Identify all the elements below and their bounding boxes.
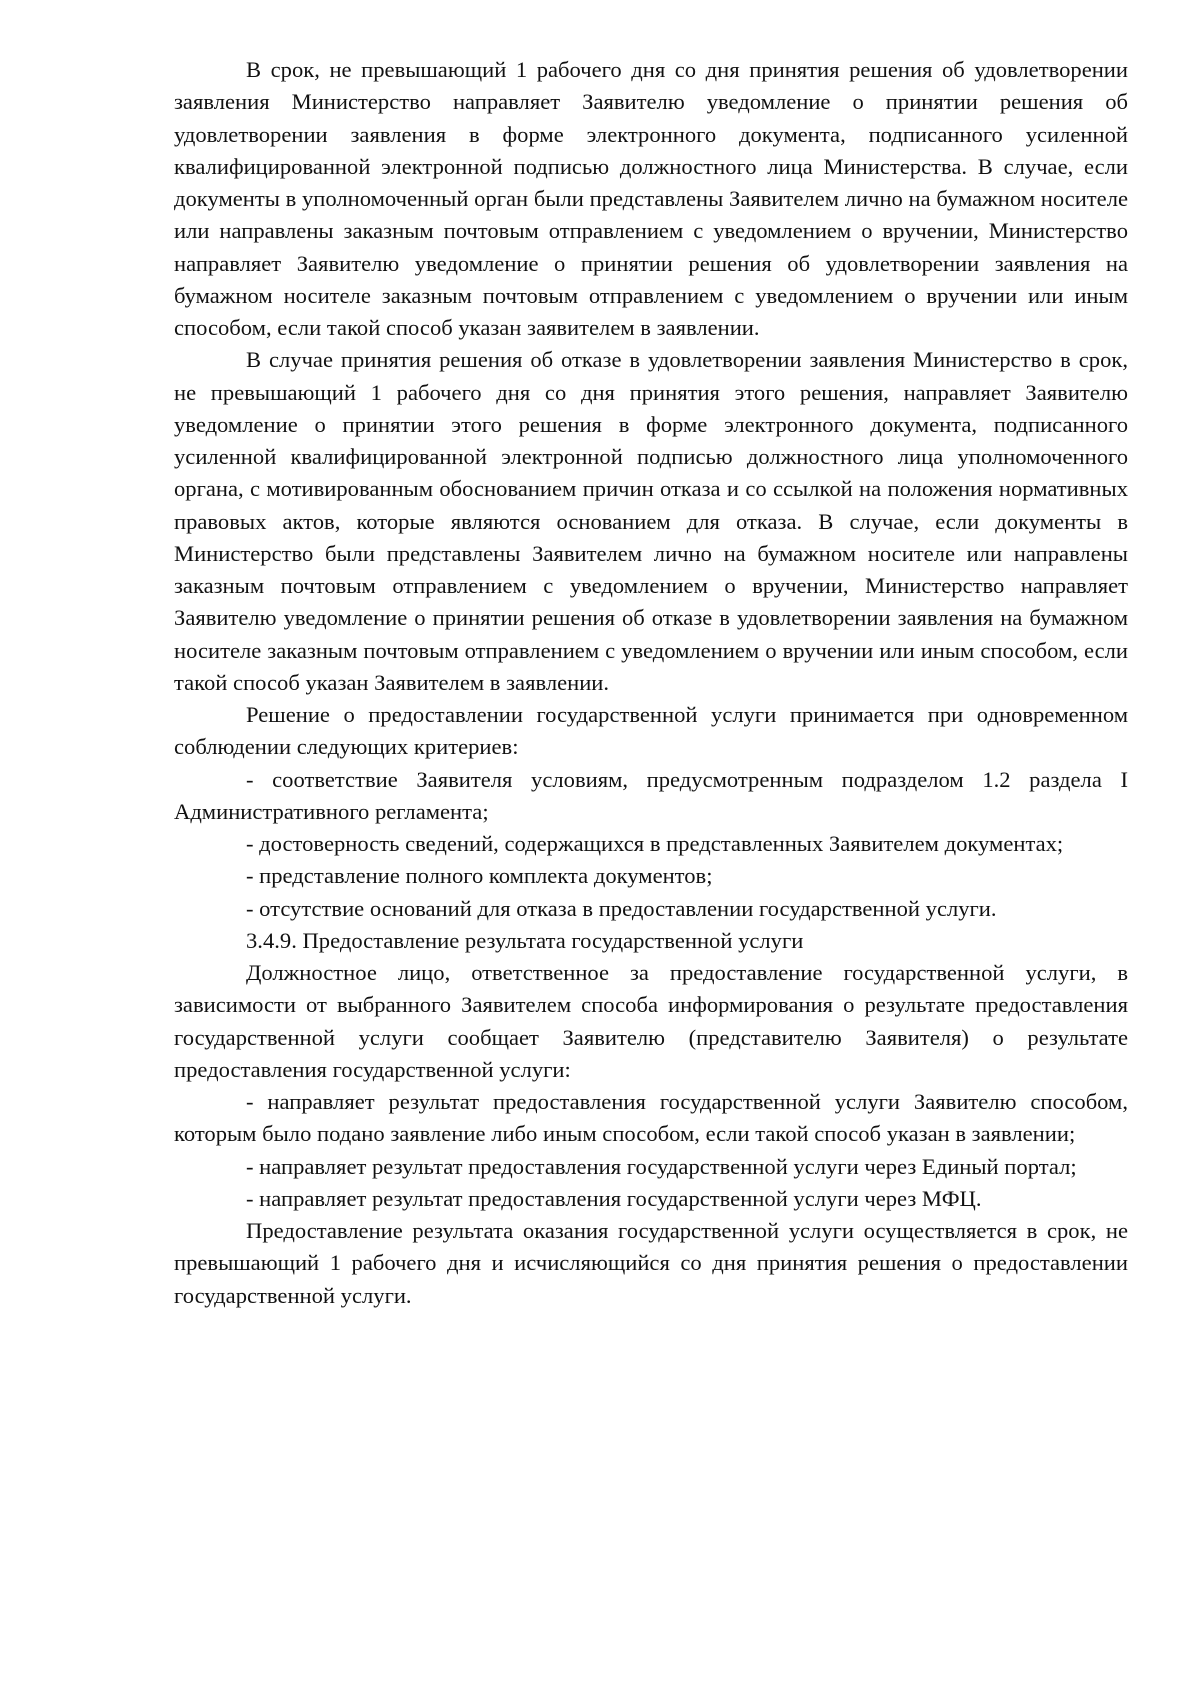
- criteria-item-conformity: - соответствие Заявителя условиям, предусмотренным подразделом 1.2 раздела I Административного регламента;: [174, 766, 1128, 824]
- paragraph-result-deadline: Предоставление результата оказания государственной услуги осуществляется в срок, не превышающий 1 рабочего дня и исчисляющийся со дня принятия решения о предоставлении государственной услуги.: [174, 1218, 1128, 1308]
- paragraph-official-informs: Должностное лицо, ответственное за предоставление государственной услуги, в зависимости от выбранного Заявителем способа информирования о результате предоставления государственной услуги сообщает Заявителю (представителю Заявителя) о результате предоставления государственной услуги:: [174, 960, 1128, 1082]
- delivery-item-same-method: - направляет результат предоставления государственной услуги Заявителю способом, которым было подано заявление либо иным способом, если такой способ указан в заявлении;: [174, 1089, 1128, 1147]
- criteria-item-complete-set: - представление полного комплекта документов;: [246, 863, 713, 889]
- paragraph-refusal-notice: В случае принятия решения об отказе в удовлетворении заявления Министерство в срок, не превышающий 1 рабочего дня со дня принятия этого решения, направляет Заявителю уведомление о принятии этого решения в форме электронного документа, подписанного усиленной квалифицированной электронной подписью должностного лица уполномоченного органа, с мотивированным обоснованием причин отказа и со ссылкой на положения нормативных правовых актов, которые являются основанием для отказа. В случае, если документы в Министерство были представлены Заявителем лично на бумажном носителе или направлены заказным почтовым отправлением с уведомлением о вручении, Министерство направляет Заявителю уведомление о принятии решения об отказе в удовлетворении заявления на бумажном носителе заказным почтовым отправлением с уведомлением о вручении или иным способом, если такой способ указан Заявителем в заявлении.: [174, 347, 1128, 695]
- delivery-item-mfc: - направляет результат предоставления государственной услуги через МФЦ.: [246, 1185, 982, 1211]
- paragraph-decision-criteria: Решение о предоставлении государственной услуги принимается при одновременном соблюдении следующих критериев:: [174, 702, 1128, 760]
- delivery-item-unified-portal: - направляет результат предоставления государственной услуги через Единый портал;: [246, 1153, 1077, 1179]
- criteria-item-no-grounds: - отсутствие оснований для отказа в предоставлении государственной услуги.: [246, 895, 997, 921]
- criteria-item-reliability: - достоверность сведений, содержащихся в представленных Заявителем документах;: [246, 831, 1064, 856]
- paragraph-satisfaction-notice: В срок, не превышающий 1 рабочего дня со дня принятия решения об удовлетворении заявления Министерство направляет Заявителю уведомление о принятии решения об удовлетворении заявления в форме электронного документа, подписанного усиленной квалифицированной электронной подписью должностного лица Министерства. В случае, если документы в уполномоченный орган были представлены Заявителем лично на бумажном носителе или направлены заказным почтовым отправлением с уведомлением о вручении, Министерство направляет Заявителю уведомление о принятии решения об удовлетворении заявления на бумажном носителе заказным почтовым отправлением с уведомлением о вручении или иным способом, если такой способ указан заявителем в заявлении.: [174, 57, 1128, 340]
- section-heading-3-4-9: 3.4.9. Предоставление результата государственной услуги: [246, 927, 804, 953]
- document-body: [174, 54, 1128, 1312]
